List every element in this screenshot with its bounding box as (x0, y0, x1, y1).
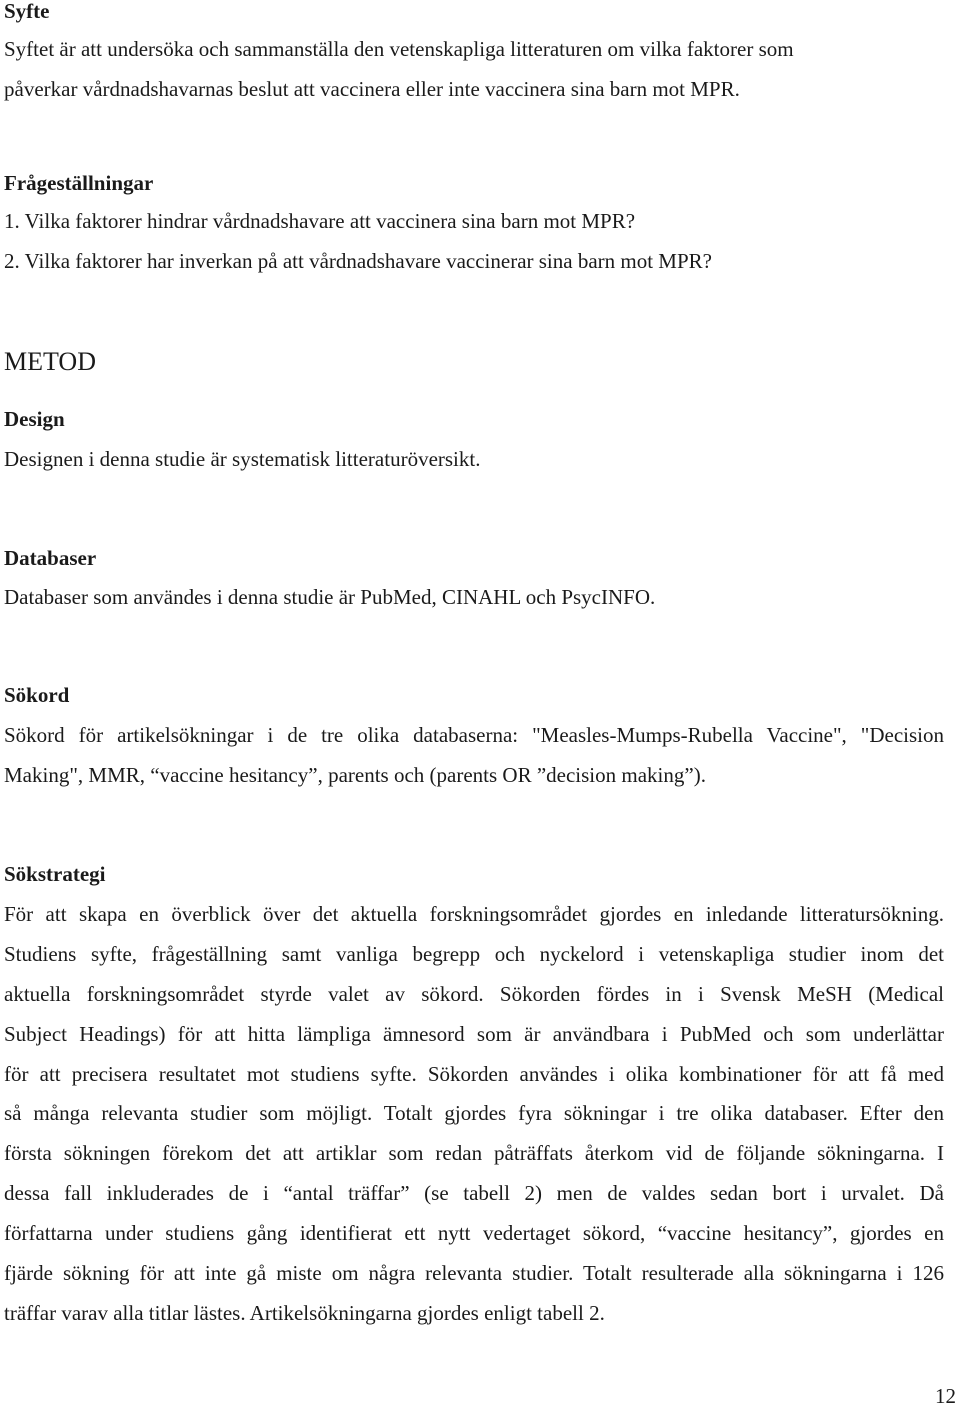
sokstrategi-line-7: första sökningen förekom det att artiklar som redan påträffats återkom vid de följande sökningarna. I (4, 1141, 944, 1165)
syfte-line-1: Syftet är att undersöka och sammanställa den vetenskapliga litteraturen om vilka faktorer som (4, 37, 794, 61)
design-text: Designen i denna studie är systematisk litteraturöversikt. (4, 447, 481, 471)
syfte-line-2: påverkar vårdnadshavarnas beslut att vaccinera eller inte vaccinera sina barn mot MPR. (4, 77, 740, 101)
sokstrategi-line-2: Studiens syfte, frågeställning samt vanliga begrepp och nyckelord i vetenskapliga studier inom det (4, 942, 944, 966)
section-heading-design: Design (4, 407, 65, 431)
section-heading-sokstrategi: Sökstrategi (4, 862, 106, 886)
databaser-text: Databaser som användes i denna studie är PubMed, CINAHL och PsycINFO. (4, 585, 656, 609)
sokstrategi-line-3: aktuella forskningsområdet styrde valet av sökord. Sökorden fördes in i Svensk MeSH (Medical (4, 982, 944, 1006)
page-number: 12 (935, 1384, 956, 1408)
sokstrategi-line-6: så många relevanta studier som möjligt. Totalt gjordes fyra sökningar i tre olika databaser. Efter den (4, 1101, 944, 1125)
sokstrategi-line-5: för att precisera resultatet mot studiens syfte. Sökorden användes i olika kombinationer för att få med (4, 1062, 944, 1086)
section-heading-databaser: Databaser (4, 546, 97, 570)
sokstrategi-line-9: författarna under studiens gång identifierat ett nytt vedertaget sökord, “vaccine hesitancy”, gjordes en (4, 1221, 944, 1245)
section-heading-fragestallningar: Frågeställningar (4, 171, 154, 195)
sokstrategi-line-4: Subject Headings) för att hitta lämpliga ämnesord som är användbara i PubMed och som underlättar (4, 1022, 944, 1046)
sokstrategi-line-8: dessa fall inkluderades de i “antal träffar” (se tabell 2) men de valdes sedan bort i urvalet. Då (4, 1181, 944, 1205)
sokstrategi-line-1: För att skapa en överblick över det aktuella forskningsområdet gjordes en inledande litteratursökning. (4, 902, 944, 926)
fragestallning-item-1: 1. Vilka faktorer hindrar vårdnadshavare att vaccinera sina barn mot MPR? (4, 209, 636, 233)
sokstrategi-line-11: träffar varav alla titlar lästes. Artikelsökningarna gjordes enligt tabell 2. (4, 1301, 605, 1325)
sokstrategi-line-10: fjärde sökning för att inte gå miste om några relevanta studier. Totalt resulterade alla sökningarna i 126 (4, 1261, 944, 1285)
section-heading-sokord: Sökord (4, 683, 70, 707)
section-heading-syfte: Syfte (4, 0, 50, 23)
chapter-heading-metod: METOD (4, 347, 96, 376)
sokord-line-2: Making", MMR, “vaccine hesitancy”, parents och (parents OR ”decision making”). (4, 763, 706, 787)
sokord-line-1: Sökord för artikelsökningar i de tre olika databaserna: "Measles-Mumps-Rubella Vaccine", "Decision (4, 723, 944, 747)
fragestallning-item-2: 2. Vilka faktorer har inverkan på att vårdnadshavare vaccinerar sina barn mot MPR? (4, 249, 712, 273)
